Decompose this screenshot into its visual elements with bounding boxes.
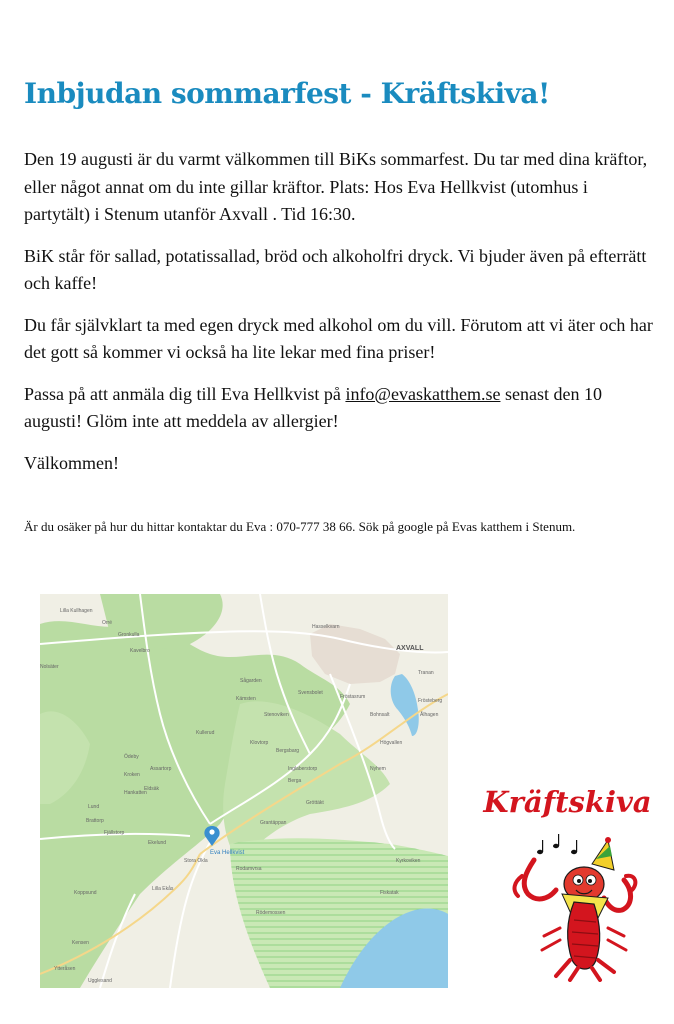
invitation-body xyxy=(24,146,654,491)
contact-note: Är du osäker på hur du hittar kontaktar du Eva : 070-777 38 66. Sök på google på Evas katthem i Stenum. xyxy=(24,519,576,534)
signup-text-after: senast den 10 augusti! Glöm inte att meddela av allergier! xyxy=(24,383,602,431)
place-label: Stora Okla xyxy=(184,858,208,864)
place-label: Nolsäter xyxy=(40,664,59,670)
place-label: Tranan xyxy=(418,670,434,676)
place-label: Kyrkoviken xyxy=(396,858,421,864)
place-label: Svensbolet xyxy=(298,690,323,696)
place-label: Hankatten xyxy=(124,790,147,796)
marker-label: Eva Hellkvist xyxy=(210,850,245,856)
place-label: Bohnsalt xyxy=(370,712,390,718)
paragraph-welcome: Välkommen! xyxy=(24,452,119,473)
place-label: Gronkulla xyxy=(118,632,140,638)
email-link[interactable]: info@evaskatthem.se xyxy=(345,383,501,404)
place-label: Bergsbarg xyxy=(276,748,300,754)
kraftskiva-illustration xyxy=(470,782,665,992)
place-label: Kensen xyxy=(72,940,89,946)
town-label: AXVALL xyxy=(396,645,424,652)
place-label: Gröttäkt xyxy=(306,800,324,806)
place-label: Ekelund xyxy=(148,840,167,846)
page-title: Inbjudan sommarfest - Kräftskiva! xyxy=(24,77,550,110)
signup-text-before: Passa på att anmäla dig till Eva Hellkvist på xyxy=(24,383,346,404)
place-label: Brattorp xyxy=(86,818,104,824)
paragraph-invitation: Den 19 augusti är du varmt välkommen till BiKs sommarfest. Du tar med dina kräftor, eller något annat om du inte gillar kräftor. Plats: Hos Eva Hellkvist (utomhus i partytält) i Stenum utanför Axvall . Tid 16:30. xyxy=(24,149,648,224)
place-label: Inglaberstorp xyxy=(288,766,318,772)
place-label: Klovtorp xyxy=(250,740,269,746)
paragraph-food: BiK står för sallad, potatissallad, bröd och alkoholfri dryck. Vi bjuder även på efterrätt och kaffe! xyxy=(24,245,647,293)
place-label: Frösteberg xyxy=(418,698,443,704)
place-label: Ödeby xyxy=(124,754,139,760)
place-label: Sågarden xyxy=(240,678,262,684)
place-label: Ålhagen xyxy=(420,712,439,718)
place-label: Koppsund xyxy=(74,890,97,896)
place-label: Eldsäk xyxy=(144,786,160,792)
place-label: Kavelbro xyxy=(130,648,150,654)
place-label: Orré xyxy=(102,620,112,626)
map-graphic xyxy=(40,594,448,988)
place-label: Lilla Kullhagen xyxy=(60,608,93,614)
place-label: Fjällstorp xyxy=(104,830,125,836)
place-label: Lilla Ekås xyxy=(152,886,174,892)
place-label: Berga xyxy=(288,778,302,784)
place-label: Nyhem xyxy=(370,766,386,772)
place-label: Rödemossen xyxy=(256,910,286,916)
crawfish-icon xyxy=(500,832,640,982)
place-label: Lund xyxy=(88,804,100,810)
place-label: Fröstasrum xyxy=(340,694,366,700)
location-map[interactable] xyxy=(40,594,448,988)
place-label: Ytteråsen xyxy=(54,966,76,972)
place-label: Kullerud xyxy=(196,730,215,736)
place-label: Assartorp xyxy=(150,766,172,772)
place-label: Ugglesand xyxy=(88,978,112,984)
party-hat-icon xyxy=(592,837,614,870)
place-label: Fiskatak xyxy=(380,890,399,896)
music-notes-icon xyxy=(537,834,577,854)
kraftskiva-heading: Kräftskiva xyxy=(483,785,652,819)
place-label: Högvallen xyxy=(380,740,403,746)
place-label: Rodamvrsa xyxy=(236,866,262,872)
paragraph-drinks: Du får självklart ta med egen dryck med alkohol om du vill. Förutom att vi äter och har det gott så kommer vi också ha lite lekar med fina priser! xyxy=(24,314,653,362)
place-label: Kämsten xyxy=(236,696,256,702)
place-label: Hasselkvarn xyxy=(312,624,340,630)
paragraph-signup xyxy=(24,381,654,436)
place-label: Grantäppan xyxy=(260,820,287,826)
place-label: Stenoviken xyxy=(264,712,289,718)
place-label: Kroken xyxy=(124,772,140,778)
